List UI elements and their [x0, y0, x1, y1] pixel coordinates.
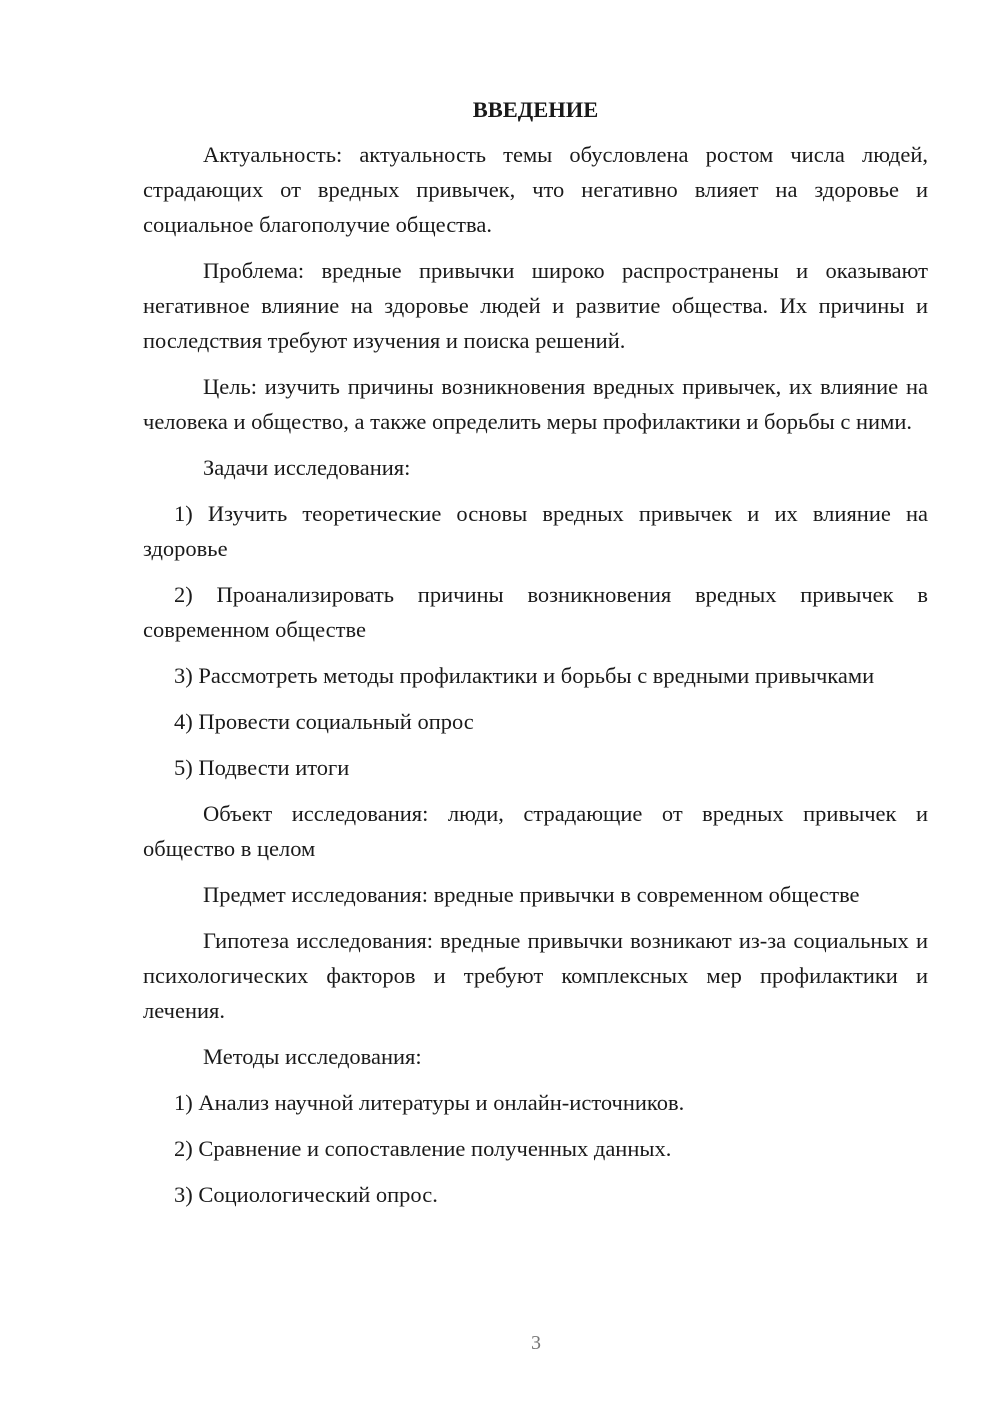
object-paragraph: Объект исследования: люди, страдающие от вредных привычек и общество в целом	[143, 801, 928, 861]
problem-paragraph: Проблема: вредные привычки широко распространены и оказывают негативное влияние на здоровье людей и развитие общества. Их причины и последствия требуют изучения и поиска решений.	[143, 258, 928, 353]
method-item: 2) Сравнение и сопоставление полученных данных.	[174, 1136, 672, 1161]
task-item: 5) Подвести итоги	[174, 755, 350, 780]
task-item: 4) Провести социальный опрос	[174, 709, 474, 734]
section-title: ВВЕДЕНИЕ	[472, 97, 599, 122]
page-number: 3	[531, 1332, 541, 1354]
task-item: 2) Проанализировать причины возникновения вредных привычек в современном обществе	[143, 582, 928, 642]
method-item: 1) Анализ научной литературы и онлайн-источников.	[174, 1090, 685, 1115]
page-content	[143, 92, 928, 1223]
subject-paragraph: Предмет исследования: вредные привычки в современном обществе	[203, 882, 860, 907]
task-item: 3) Рассмотреть методы профилактики и борьбы с вредными привычками	[174, 663, 875, 688]
methods-heading: Методы исследования:	[203, 1044, 422, 1069]
hypothesis-paragraph: Гипотеза исследования: вредные привычки возникают из-за социальных и психологических факторов и требуют комплексных мер профилактики и лечения.	[143, 928, 928, 1023]
relevance-paragraph: Актуальность: актуальность темы обусловлена ростом числа людей, страдающих от вредных привычек, что негативно влияет на здоровье и социальное благополучие общества.	[143, 142, 928, 237]
task-item: 1) Изучить теоретические основы вредных привычек и их влияние на здоровье	[143, 501, 928, 561]
goal-paragraph: Цель: изучить причины возникновения вредных привычек, их влияние на человека и общество, а также определить меры профилактики и борьбы с ними.	[143, 374, 928, 434]
tasks-heading: Задачи исследования:	[203, 455, 411, 480]
method-item: 3) Социологический опрос.	[174, 1182, 438, 1207]
